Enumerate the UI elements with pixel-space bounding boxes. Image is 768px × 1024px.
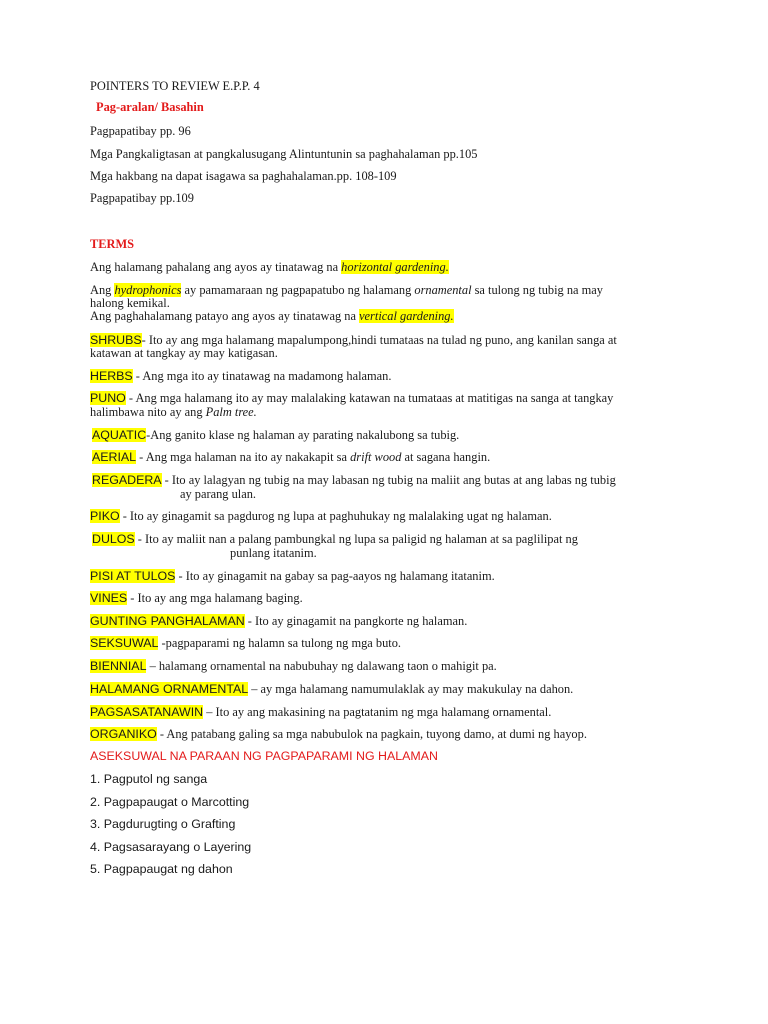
def-puno: PUNO - Ang mga halamang ito ay may malalaking katawan na tumataas at matitigas na sanga at tangkay xyxy=(90,391,614,405)
def-puno-cont: halimbawa nito ay ang Palm tree. xyxy=(90,405,257,419)
aseksuwal-item-2: 2. Pagpapaugat o Marcotting xyxy=(90,795,250,809)
horizontal-gardening-highlight: horizontal gardening. xyxy=(341,260,449,274)
intro-line-2: Ang hydrophonics ay pamamaraan ng pagpapatubo ng halamang ornamental sa tulong ng tubig na may xyxy=(90,283,603,297)
def-herbs: HERBS - Ang mga ito ay tinatawag na madamong halaman. xyxy=(90,369,392,383)
term-organiko: ORGANIKO xyxy=(90,727,157,741)
review-subtitle: Pag-aralan/ Basahin xyxy=(96,100,204,114)
def-shrubs: SHRUBS- Ito ay ang mga halamang mapalumpong,hindi tumataas na tulad ng puno, ang kanilan sanga at xyxy=(90,333,617,347)
terms-heading: TERMS xyxy=(90,237,135,251)
def-pisi-at-tulos: PISI AT TULOS - Ito ay ginagamit na gabay sa pag-aayos ng halamang itatanim. xyxy=(90,569,495,583)
def-shrubs-cont: katawan at tangkay ay may katigasan. xyxy=(90,346,278,360)
def-aquatic: AQUATIC-Ang ganito klase ng halaman ay parating nakalubong sa tubig. xyxy=(92,428,460,442)
ref-line-3: Mga hakbang na dapat isagawa sa paghahalaman.pp. 108-109 xyxy=(90,169,397,183)
term-seksuwal: SEKSUWAL xyxy=(90,636,159,650)
vertical-gardening-highlight: vertical gardening. xyxy=(359,309,454,323)
def-aerial: AERIAL - Ang mga halaman na ito ay nakakapit sa drift wood at sagana hangin. xyxy=(92,450,491,464)
term-pagsasatanawin: PAGSASATANAWIN xyxy=(90,705,204,719)
intro-line-1: Ang halamang pahalang ang ayos ay tinatawag na horizontal gardening. xyxy=(90,260,449,274)
aseksuwal-item-4: 4. Pagsasarayang o Layering xyxy=(90,840,252,854)
def-halamang-ornamental: HALAMANG ORNAMENTAL – ay mga halamang namumulaklak ay may makukulay na dahon. xyxy=(90,682,574,696)
def-regadera-cont: ay parang ulan. xyxy=(180,487,257,501)
def-organiko: ORGANIKO - Ang patabang galing sa mga nabubulok na pagkain, tuyong damo, at dumi ng hayop. xyxy=(90,727,587,741)
term-shrubs: SHRUBS xyxy=(90,333,142,347)
aseksuwal-item-3: 3. Pagdurugting o Grafting xyxy=(90,817,236,831)
def-regadera: REGADERA - Ito ay lalagyan ng tubig na may labasan ng tubig na maliit ang butas at ang labas ng tubig xyxy=(92,473,616,487)
ref-line-4: Pagpapatibay pp.109 xyxy=(90,191,194,205)
def-seksuwal: SEKSUWAL -pagpaparami ng halamn sa tulong ng mga buto. xyxy=(90,636,401,650)
intro-line-3: halong kemikal. xyxy=(90,296,170,310)
ref-line-2: Mga Pangkaligtasan at pangkalusugang Alintuntunin sa paghahalaman pp.105 xyxy=(90,147,478,161)
term-aquatic: AQUATIC xyxy=(92,428,147,442)
aseksuwal-item-1: 1. Pagputol ng sanga xyxy=(90,772,208,786)
term-biennial: BIENNIAL xyxy=(90,659,147,673)
def-dulos: DULOS - Ito ay maliit nan a palang pambungkal ng lupa sa paligid ng halaman at sa paglilipat ng xyxy=(92,532,578,546)
term-gunting-panghalaman: GUNTING PANGHALAMAN xyxy=(90,614,245,628)
def-gunting-panghalaman: GUNTING PANGHALAMAN - Ito ay ginagamit na pangkorte ng halaman. xyxy=(90,614,468,628)
aseksuwal-item-5: 5. Pagpapaugat ng dahon xyxy=(90,862,233,876)
term-aerial: AERIAL xyxy=(92,450,137,464)
term-pisi-at-tulos: PISI AT TULOS xyxy=(90,569,176,583)
document-title: POINTERS TO REVIEW E.P.P. 4 xyxy=(90,79,260,93)
def-dulos-cont: punlang itatanim. xyxy=(230,546,317,560)
def-biennial: BIENNIAL – halamang ornamental na nabubuhay ng dalawang taon o mahigit pa. xyxy=(90,659,497,673)
term-vines: VINES xyxy=(90,591,128,605)
ref-line-1: Pagpapatibay pp. 96 xyxy=(90,124,191,138)
term-regadera: REGADERA xyxy=(92,473,162,487)
term-halamang-ornamental: HALAMANG ORNAMENTAL xyxy=(90,682,249,696)
def-piko: PIKO - Ito ay ginagamit sa pagdurog ng lupa at paghuhukay ng malalaking ugat ng halaman. xyxy=(90,509,552,523)
term-dulos: DULOS xyxy=(92,532,135,546)
term-herbs: HERBS xyxy=(90,369,133,383)
def-vines: VINES - Ito ay ang mga halamang baging. xyxy=(90,591,303,605)
intro-line-4: Ang paghahalamang patayo ang ayos ay tinatawag na vertical gardening. xyxy=(90,309,454,323)
term-piko: PIKO xyxy=(90,509,120,523)
term-puno: PUNO xyxy=(90,391,126,405)
aseksuwal-heading: ASEKSUWAL NA PARAAN NG PAGPAPARAMI NG HALAMAN xyxy=(90,749,438,763)
hydrophonics-highlight: hydrophonics xyxy=(114,283,182,297)
def-pagsasatanawin: PAGSASATANAWIN – Ito ay ang makasining na pagtatanim ng mga halamang ornamental. xyxy=(90,705,552,719)
